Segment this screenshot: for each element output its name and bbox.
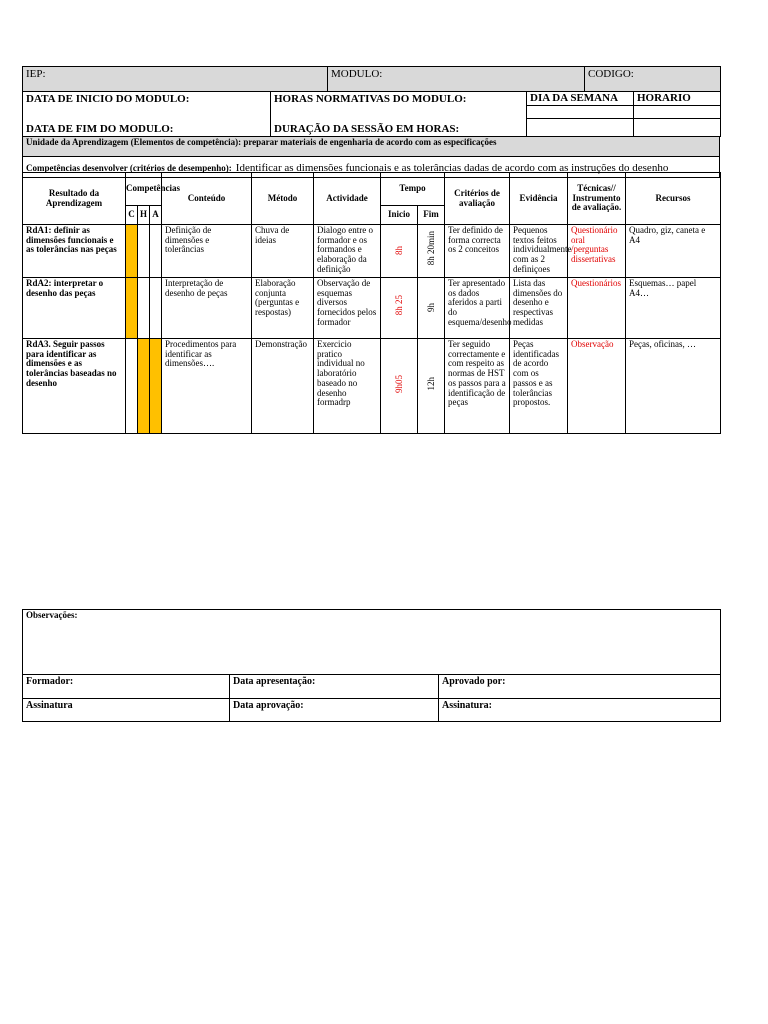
metodo-cell: Elaboração conjunta (perguntas e respostas) — [252, 278, 314, 339]
inicio-cell: 8h — [381, 225, 418, 278]
col-tempo: Tempo — [381, 173, 445, 206]
rda-cell: RdA2: interpretar o desenho das peças — [23, 278, 126, 339]
horario-label: HORARIO — [634, 92, 721, 106]
conteudo-cell: Definição de dimensões e tolerâncias — [162, 225, 252, 278]
dia-semana-label: DIA DA SEMANA — [527, 92, 634, 106]
comp-c-cell — [126, 339, 138, 434]
assinatura-aprovado-label: Assinatura: — [439, 699, 721, 722]
comp-c-cell — [126, 225, 138, 278]
evidencia-cell: Lista das dimensões do desenho e respectivas medidas — [510, 278, 568, 339]
duracao-label: DURAÇÃO DA SESSÃO EM HORAS: — [271, 119, 527, 137]
conteudo-cell: Procedimentos para identificar as dimensões…. — [162, 339, 252, 434]
col-c: C — [126, 206, 138, 225]
actividade-cell: Exercicio pratico individual no laboratório baseado no desenho formadrp — [314, 339, 381, 434]
col-competencias: Competências — [126, 173, 162, 206]
rda-cell: RdA1: definir as dimensões funcionais e as tolerâncias nas peças — [23, 225, 126, 278]
col-recursos: Recursos — [626, 173, 721, 225]
unidade-value: preparar materiais de engenharia de acordo com as especificações — [243, 137, 497, 147]
col-resultado: Resultado da Aprendizagem — [23, 173, 126, 225]
metodo-cell: Chuva de ideias — [252, 225, 314, 278]
recursos-cell: Peças, oficinas, … — [626, 339, 721, 434]
horas-normativas-label: HORAS NORMATIVAS DO MODULO: — [271, 92, 527, 119]
comp-c-cell — [126, 278, 138, 339]
header-table — [22, 66, 721, 92]
col-metodo: Método — [252, 173, 314, 225]
fim-cell: 8h 20min — [418, 225, 445, 278]
competencias-label: Competências desenvolver (critérios de desempenho): — [26, 163, 232, 173]
col-fim: Fim — [418, 206, 445, 225]
recursos-cell: Esquemas… papel A4… — [626, 278, 721, 339]
metodo-cell: Demonstração — [252, 339, 314, 434]
criterios-cell: Ter apresentado os dados aferidos a parti do esquema/desenho — [445, 278, 510, 339]
tecnicas-cell: Questionário oral /perguntas dissertativas — [568, 225, 626, 278]
evidencia-cell: Peças identificadas de acordo com os passos e as tolerâncias propostos. — [510, 339, 568, 434]
evidencia-cell: Pequenos textos feitos individualmente com as 2 definiçoes — [510, 225, 568, 278]
col-actividade: Actividade — [314, 173, 381, 225]
criterios-cell: Ter seguido correctamente e com respeito as normas de HST os passos para a identificação de peças — [445, 339, 510, 434]
comp-h-cell — [138, 339, 150, 434]
fim-cell: 12h — [418, 339, 445, 434]
comp-h-cell — [138, 225, 150, 278]
dates-table — [22, 91, 721, 137]
recursos-cell: Quadro, giz, caneta e A4 — [626, 225, 721, 278]
inicio-cell: 9h05 — [381, 339, 418, 434]
conteudo-cell: Interpretação de desenho de peças — [162, 278, 252, 339]
aprovado-por-label: Aprovado por: — [439, 675, 721, 699]
observacoes-label: Observações: — [23, 610, 721, 675]
data-aprovacao-label: Data aprovação: — [230, 699, 439, 722]
col-h: H — [138, 206, 150, 225]
codigo-label: CODIGO: — [585, 67, 721, 92]
unidade-label: Unidade da Aprendizagem (Elementos de competência): — [26, 137, 242, 147]
modulo-label: MODULO: — [328, 67, 585, 92]
plan-table — [22, 172, 721, 434]
col-a: A — [150, 206, 162, 225]
data-fim-label: DATA DE FIM DO MODULO: — [23, 119, 271, 137]
tecnicas-cell: Observação — [568, 339, 626, 434]
iep-label: IEP: — [23, 67, 328, 92]
tecnicas-cell: Questionários — [568, 278, 626, 339]
actividade-cell: Dialogo entre o formador e os formandos e elaboração da definição — [314, 225, 381, 278]
col-tecnicas: Técnicas// Instrumento de avaliação. — [568, 173, 626, 225]
footer-table — [22, 609, 721, 722]
col-inicio: Inicio — [381, 206, 418, 225]
competencias-value: Identificar as dimensões funcionais e as tolerâncias dadas de acordo com as instruções do desenho — [235, 162, 669, 174]
inicio-cell: 8h 25 — [381, 278, 418, 339]
col-criterios: Critérios de avaliação — [445, 173, 510, 225]
col-conteudo: Conteúdo — [162, 173, 252, 225]
criterios-cell: Ter definido de forma correcta os 2 conceitos — [445, 225, 510, 278]
comp-a-cell — [150, 225, 162, 278]
actividade-cell: Observação de esquemas diversos fornecidos pelos formador — [314, 278, 381, 339]
assinatura-label: Assinatura — [23, 699, 230, 722]
comp-a-cell — [150, 278, 162, 339]
data-apresentacao-label: Data apresentação: — [230, 675, 439, 699]
col-evidencia: Evidência — [510, 173, 568, 225]
comp-h-cell — [138, 278, 150, 339]
comp-a-cell — [150, 339, 162, 434]
formador-label: Formador: — [23, 675, 230, 699]
table-row — [23, 225, 721, 278]
fim-cell: 9h — [418, 278, 445, 339]
rda-cell: RdA3. Seguir passos para identificar as dimensões e as tolerâncias baseadas no desenho — [23, 339, 126, 434]
table-row — [23, 278, 721, 339]
unidade-row — [23, 137, 720, 157]
data-inicio-label: DATA DE INICIO DO MODULO: — [23, 92, 271, 119]
table-row — [23, 339, 721, 434]
